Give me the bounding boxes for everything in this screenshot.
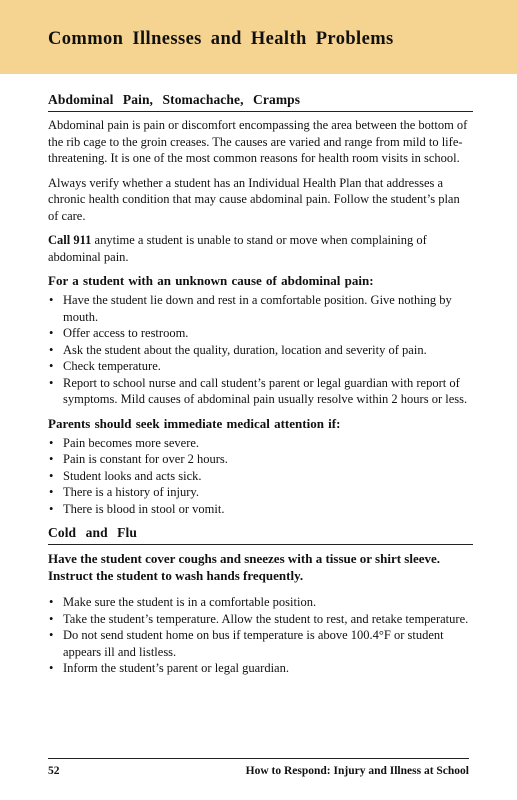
list-item <box>48 358 473 375</box>
list-item-text: Check temperature. <box>63 359 161 373</box>
bullet-icon: • <box>49 661 54 675</box>
bullet-icon: • <box>49 595 54 609</box>
list-item <box>48 468 473 485</box>
list-item <box>48 594 473 611</box>
page-title: Common Illnesses and Health Problems <box>48 29 394 49</box>
list-item-text: Take the student’s temperature. Allow the student to rest, and retake temperature. <box>63 611 469 626</box>
bullet-icon: • <box>49 342 54 357</box>
list-item <box>48 342 473 359</box>
cold-flu-list <box>48 594 473 677</box>
section-heading-cold-flu: Cold and Flu <box>48 525 473 545</box>
call-911-lead: Call 911 <box>48 233 92 247</box>
parents-attention-heading: Parents should seek immediate medical attention if: <box>48 415 341 431</box>
list-item <box>48 660 473 677</box>
list-item-text: Inform the student’s parent or legal guardian. <box>63 661 289 675</box>
bullet-icon: • <box>49 628 54 642</box>
bullet-icon: • <box>49 293 54 307</box>
footer-divider <box>48 758 469 759</box>
list-item-text: Offer access to restroom. <box>63 326 189 340</box>
parents-attention-list <box>48 435 473 518</box>
bullet-icon: • <box>49 435 54 450</box>
bullet-icon: • <box>49 375 54 390</box>
bullet-icon: • <box>49 468 54 483</box>
list-item <box>48 501 473 518</box>
bullet-icon: • <box>49 611 54 626</box>
bullet-icon: • <box>49 326 54 340</box>
page-content <box>48 92 473 685</box>
abdominal-intro-paragraph: Abdominal pain is pain or discomfort encompassing the area between the bottom of the rib cage to the groin creases. The causes are varied and range from mild to life-threatening. It is one of the most common reasons for health room visits in school. <box>48 118 468 165</box>
list-item-text: Ask the student about the quality, duration, location and severity of pain. <box>63 342 427 357</box>
list-item <box>48 627 473 660</box>
call-911-text: anytime a student is unable to stand or move when complaining of abdominal pain. <box>48 233 427 264</box>
list-item-text: Pain is constant for over 2 hours. <box>63 452 228 466</box>
unknown-cause-heading: For a student with an unknown cause of abdominal pain: <box>48 273 374 288</box>
cold-flu-instructions: Have the student cover coughs and sneezes with a tissue or shirt sleeve. Instruct the student to wash hands frequently. <box>48 551 441 583</box>
bullet-icon: • <box>49 452 54 466</box>
list-item-text: There is a history of injury. <box>63 485 199 499</box>
list-item-text: Make sure the student is in a comfortable position. <box>63 595 317 609</box>
list-item <box>48 325 473 342</box>
list-item-text: There is blood in stool or vomit. <box>63 501 225 516</box>
list-item <box>48 451 473 468</box>
list-item-text: Pain becomes more severe. <box>63 435 200 450</box>
list-item <box>48 435 473 452</box>
list-item-text: Report to school nurse and call student’s parent or legal guardian with report of symptoms. Mild causes of abdominal pain usually resolve within 2 hours or less. <box>63 375 468 406</box>
abdominal-health-plan-paragraph: Always verify whether a student has an Individual Health Plan that addresses a chronic health condition that may cause abdominal pain. Follow the student’s plan of care. <box>48 175 460 223</box>
unknown-cause-list <box>48 292 473 408</box>
list-item <box>48 375 473 408</box>
list-item-text: Student looks and acts sick. <box>63 468 202 483</box>
call-911-paragraph <box>48 232 473 265</box>
bullet-icon: • <box>49 485 54 499</box>
footer-book-title: How to Respond: Injury and Illness at School <box>245 765 469 777</box>
section-heading-abdominal: Abdominal Pain, Stomachache, Cramps <box>48 92 473 112</box>
bullet-icon: • <box>49 501 54 516</box>
list-item <box>48 292 473 325</box>
bullet-icon: • <box>49 359 54 373</box>
list-item <box>48 484 473 501</box>
list-item-text: Have the student lie down and rest in a comfortable position. Give nothing by mouth. <box>63 293 452 324</box>
list-item-text: Do not send student home on bus if temperature is above 100.4°F or student appears ill and listless. <box>63 628 444 659</box>
page-number: 52 <box>48 765 60 777</box>
list-item <box>48 611 473 628</box>
